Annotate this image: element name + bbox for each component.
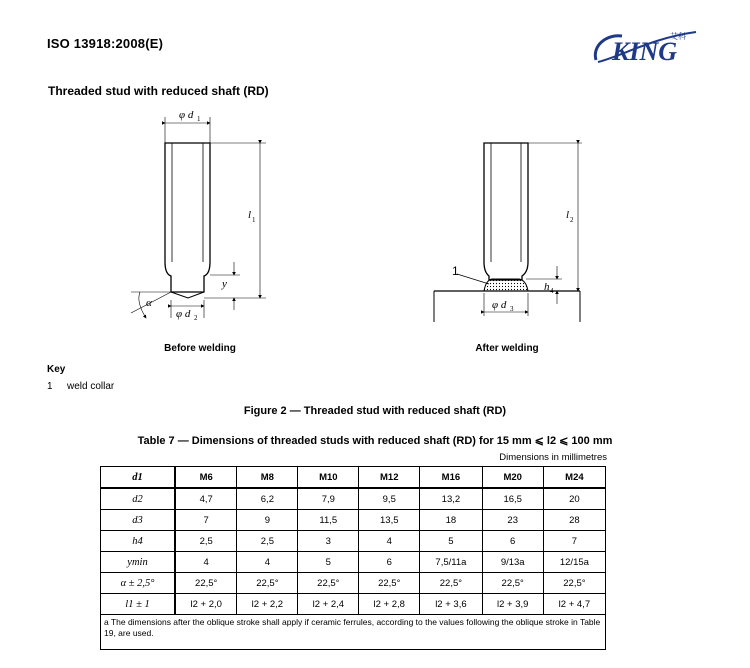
table-cell: 7 (543, 531, 605, 552)
svg-text:α: α (146, 297, 152, 309)
table-row (101, 531, 606, 552)
table-footnote: a The dimensions after the oblique stroke shall apply if ceramic ferrules, according to the values following the oblique stroke in Table 19, are used. (101, 615, 606, 650)
header-cell: M16 (420, 467, 482, 489)
table-cell: 12/15a (543, 552, 605, 573)
svg-text:KING: KING (612, 37, 678, 66)
svg-text:φ d: φ d (176, 308, 191, 320)
table-cell: 4 (237, 552, 298, 573)
after-welding-caption: After welding (475, 343, 539, 354)
table-cell: 9,5 (359, 488, 420, 510)
table-cell: l2 + 2,2 (237, 594, 298, 615)
figure-caption: Figure 2 — Threaded stud with reduced shaft (RD) (243, 405, 507, 417)
table-cell: l2 + 3,6 (420, 594, 482, 615)
svg-text:艾科: 艾科 (670, 32, 686, 41)
row-label: h4 (101, 531, 176, 552)
header-cell: M24 (543, 467, 605, 489)
table-cell: 22,5° (420, 573, 482, 594)
key-heading: Key (47, 364, 66, 375)
dimensions-table (100, 466, 606, 650)
table-cell: 9/13a (482, 552, 543, 573)
table-cell: 7,9 (298, 488, 359, 510)
table-cell: 11,5 (298, 510, 359, 531)
table-cell: 4 (175, 552, 237, 573)
svg-text:l: l (248, 209, 252, 221)
table-cell: 22,5° (482, 573, 543, 594)
svg-text:2: 2 (194, 314, 198, 322)
table-cell: 7 (175, 510, 237, 531)
row-label: ymin (101, 552, 176, 573)
king-logo (592, 26, 704, 66)
svg-text:1: 1 (252, 216, 256, 224)
table-cell: 18 (420, 510, 482, 531)
table-cell: 20 (543, 488, 605, 510)
svg-text:1: 1 (197, 115, 201, 123)
table-cell: 5 (420, 531, 482, 552)
table-cell: 4 (359, 531, 420, 552)
table-title: Table 7 — Dimensions of threaded studs with reduced shaft (RD) for 15 mm ⩽ l2 ⩽ 100 mm (137, 435, 613, 447)
table-cell: 22,5° (359, 573, 420, 594)
row-label: d2 (101, 488, 176, 510)
table-cell: 13,5 (359, 510, 420, 531)
svg-text:l: l (566, 209, 570, 221)
table-cell: 7,5/11a (420, 552, 482, 573)
header-cell: M6 (175, 467, 237, 489)
header-cell: M20 (482, 467, 543, 489)
table-cell: 22,5° (298, 573, 359, 594)
row-label: d3 (101, 510, 176, 531)
table-cell: 6 (359, 552, 420, 573)
key-item: 1 weld collar (47, 381, 115, 392)
before-welding-caption: Before welding (164, 343, 236, 354)
stud-drawing (0, 100, 750, 360)
header-cell: M12 (359, 467, 420, 489)
header-label: d1 (101, 467, 176, 489)
table-cell: 6,2 (237, 488, 298, 510)
table-cell: l2 + 2,8 (359, 594, 420, 615)
svg-text:φ d: φ d (179, 109, 194, 121)
stud-before-welding (131, 117, 266, 318)
row-label: l1 ± 1 (101, 594, 176, 615)
table-cell: 22,5° (237, 573, 298, 594)
table-cell: 4,7 (175, 488, 237, 510)
stud-after-welding (434, 143, 582, 322)
table-cell: l2 + 2,0 (175, 594, 237, 615)
table-cell: 3 (298, 531, 359, 552)
table-cell: 22,5° (543, 573, 605, 594)
table-cell: 2,5 (237, 531, 298, 552)
section-title: Threaded stud with reduced shaft (RD) (48, 84, 269, 98)
table-cell: 22,5° (175, 573, 237, 594)
table-cell: 23 (482, 510, 543, 531)
table-row (101, 594, 606, 615)
footnote-row (101, 615, 606, 650)
table-cell: l2 + 4,7 (543, 594, 605, 615)
table-cell: 9 (237, 510, 298, 531)
svg-text:3: 3 (510, 305, 514, 313)
standard-number: ISO 13918:2008(E) (47, 36, 164, 51)
header-cell: M10 (298, 467, 359, 489)
table-cell: 5 (298, 552, 359, 573)
table-cell: 13,2 (420, 488, 482, 510)
table-cell: 16,5 (482, 488, 543, 510)
svg-text:y: y (222, 278, 227, 290)
table-units: Dimensions in millimetres (499, 452, 607, 463)
svg-text:4: 4 (550, 287, 554, 295)
svg-text:h: h (544, 281, 550, 293)
header-cell: M8 (237, 467, 298, 489)
table-row (101, 488, 606, 510)
table-row (101, 573, 606, 594)
table-header-row (101, 467, 606, 489)
svg-text:φ d: φ d (492, 299, 507, 311)
table-row (101, 510, 606, 531)
svg-text:1: 1 (452, 264, 459, 278)
row-label: α ± 2,5° (101, 573, 176, 594)
table-cell: 6 (482, 531, 543, 552)
table-cell: l2 + 3,9 (482, 594, 543, 615)
table-row (101, 552, 606, 573)
table-cell: l2 + 2,4 (298, 594, 359, 615)
svg-text:2: 2 (570, 216, 574, 224)
table-cell: 28 (543, 510, 605, 531)
table-cell: 2,5 (175, 531, 237, 552)
